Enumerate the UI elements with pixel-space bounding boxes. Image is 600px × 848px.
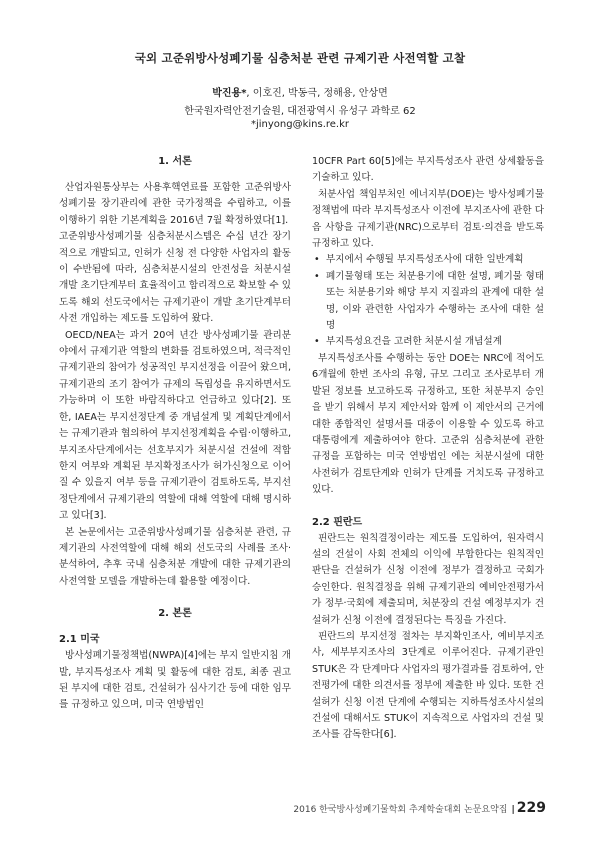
right-column bbox=[312, 154, 544, 744]
footer-separator: | bbox=[511, 805, 515, 815]
finland-paragraph-1: 핀란드는 원칙결정이라는 제도를 도입하여, 원자력시설의 건설이 사회 전체의 이익에 부합한다는 원칙적인 판단을 건설허가 신청 이전에 정부가 결정하고 국회가 승인한다. 원칙결정을 위해 규제기관의 예비안전평가서가 정부·국회에 제출되며, 처분장의 건설 예정부지가 건설허가 신청 이전에 결정된다는 특징을 가진다. bbox=[312, 532, 544, 626]
subsection-heading-usa: 2.1 미국 bbox=[59, 634, 100, 646]
intro-paragraph-4: 본 논문에서는 고준위방사성폐기물 심층처분 관련, 규제기관의 사전역할에 대해 해외 선도국의 사례를 조사·분석하여, 추후 국내 심층처분 개발에 대한 규제기관의 사전역할 모델을 개발하는데 활용할 예정이다. bbox=[59, 526, 291, 587]
paper-title: 국외 고준위방사성폐기물 심층처분 관련 규제기관 사전역할 고찰 bbox=[134, 51, 466, 65]
co-authors: , 이호진, 박동극, 정해용, 안상면 bbox=[246, 88, 388, 99]
proceedings-name: 2016 한국방사성폐기물학회 추계학술대회 논문요약집 bbox=[293, 805, 508, 815]
intro-paragraph-2: 고준위방사성폐기물 심층처분시스템은 수십 년간 장기적으로 개발되고, 인허가 신청 전 다양한 사업자의 활동이 수반됨에 따라, 심층처분시설의 안전성을 처분시설 개발 초기단계부터 효율적이고 합리적으로 확보할 수 있도록 해외 선도국에서는 규제기관이 개발 초기단계부터 사전 개입하는 제도를 도입하여 왔다. bbox=[59, 231, 291, 325]
lead-author: 박진용 bbox=[212, 88, 242, 99]
list-item: • 폐기물형태 또는 처분용기에 대한 설명, 폐기물 형태 또는 처분용기와 해당 부지 지질과의 관계에 대한 설명, 이와 관련한 사업자가 수행하는 조사에 대한 설명 bbox=[312, 269, 544, 335]
list-item: • 부지에서 수행될 부지특성조사에 대한 일반계획 bbox=[312, 252, 544, 268]
corresponding-mark: * bbox=[241, 88, 247, 99]
usa-paragraph-3: 부지특성조사를 수행하는 동안 DOE는 NRC에 적어도 6개월에 한번 조사의 유형, 규모 그리고 조사로부터 개발된 정보를 보고하도록 규정하고, 또한 처분부지 승인을 받기 위해서 부지 제안서와 함께 이 제안서의 근거에 대한 종합적인 설명서를 대중이 이용할 수 있도록 하고 대통령에게 제출하여야 한다. 고준위 심층처분에 관한 규정을 포함하는 미국 연방법인 에는 처분시설에 대한 사전허가 검토단계와 인허가 단계를 거치도록 규정하고 있다. bbox=[312, 352, 544, 496]
author-list bbox=[0, 84, 600, 99]
doe-requirements-list bbox=[312, 252, 544, 350]
page-footer bbox=[293, 800, 546, 816]
intro-paragraph-1: 산업자원통상부는 사용후핵연료를 포함한 고준위방사성폐기물 장기관리에 관한 국가정책을 수립하고, 이를 이행하기 위한 기본계획을 2016년 7월 확정하였다[1]. bbox=[59, 182, 291, 226]
left-column bbox=[59, 154, 291, 714]
usa-paragraph-1: 방사성폐기물정책법(NWPA)[4]에는 부지 일반지침 개발, 부지특성조사 계획 및 활동에 대한 검토, 최종 권고된 부지에 대한 검토, 건설허가 심사기간 등에 대한 임무를 규정하고 있으며, 미국 연방법인 bbox=[59, 650, 291, 711]
list-item: • 부지특성요건을 고려한 처분시설 개념설계 bbox=[312, 334, 544, 350]
page-number: 229 bbox=[516, 800, 546, 816]
usa-paragraph-2: 처분사업 책임부처인 에너지부(DOE)는 방사성폐기물정책법에 따라 부지특성조사 이전에 부지조사에 관한 다음 사항을 규제기관(NRC)으로부터 검토·의견을 받도록 규정하고 있다. bbox=[312, 188, 544, 250]
section-heading-introduction: 1. 서론 bbox=[158, 156, 192, 167]
intro-paragraph-3: OECD/NEA는 과거 20여 년간 방사성폐기물 관리분야에서 규제기관 역할의 변화를 검토하였으며, 적극적인 규제기관의 참여가 성공적인 부지선정을 이끌어 왔으며, 규제기관의 조기 참여가 규제의 독립성을 유지하면서도 가능하며 이 또한 바람직하다고 언급하고 있다[2]. 또한, IAEA는 부지선정단계 중 개념설계 및 계획단계에서는 규제기관과 협의하여 부지선정계획을 수립·이행하고, 부지조사단계에서는 선호부지가 처분시설 건설에 적합한지 여부와 계획된 부지확정조사가 허가신청으로 이어질 수 있을지 여부 등을 규제기관이 검토하도록, 부지선정단계에서 규제기관의 역할에 대해 역할에 대해 명시하고 있다[3]. bbox=[59, 329, 291, 522]
finland-paragraph-2: 핀란드의 부지선정 절차는 부지확인조사, 예비부지조사, 세부부지조사의 3단계로 이루어진다. 규제기관인 STUK은 각 단계마다 사업자의 평가결과를 검토하여, 안전평가에 대한 의견서를 정부에 제출한 바 있다. 또한 건설허가 신청 이전 단계에 수행되는 지하특성조사시설의 건설에 대해서도 STUK이 지속적으로 사업자의 건설 및 조사를 감독한다[6]. bbox=[312, 630, 544, 741]
contact-email: *jinyong@kins.re.kr bbox=[250, 119, 350, 130]
subsection-heading-finland: 2.2 핀란드 bbox=[312, 516, 363, 528]
usa-paragraph-continued: 10CFR Part 60[5]에는 부지특성조사 관련 상세활동을 기술하고 있다. bbox=[312, 156, 544, 184]
affiliation: 한국원자력안전기술원, 대전광역시 유성구 과학로 62 bbox=[184, 106, 416, 117]
section-heading-main: 2. 본론 bbox=[158, 608, 192, 620]
